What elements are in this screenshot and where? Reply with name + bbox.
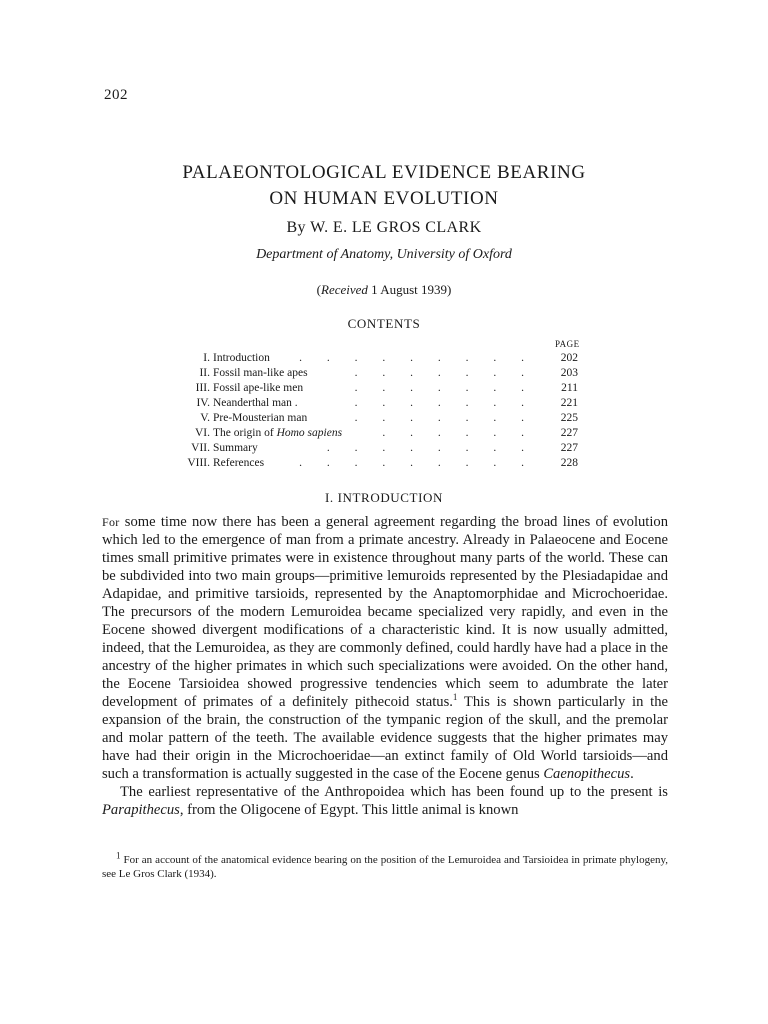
toc-row: VII. Summary . . . . . . . . 227	[191, 442, 578, 454]
article-title	[0, 160, 768, 212]
contents-heading: CONTENTS	[347, 316, 421, 331]
toc-row: I. Introduction . . . . . . . . . 202	[203, 352, 578, 364]
received-year: 1939	[421, 282, 447, 297]
received-date: (Received 1 August 1939)	[316, 282, 452, 297]
body-text	[102, 513, 668, 819]
contents-page-heading: PAGE	[555, 339, 580, 349]
author-name: W. E. LE GROS CLARK	[310, 219, 482, 236]
toc-row: V. Pre-Mousterian man . . . . . . . 225	[200, 412, 578, 424]
toc-row: III. Fossil ape-like men . . . . . . . 211	[195, 382, 578, 394]
toc-row: VI. The origin of Homo sapiens . . . . . . 227	[194, 427, 578, 439]
page-number: 202	[104, 87, 128, 103]
paragraph: The earliest representative of the Anthropoidea which has been found up to the present is Parapithecus, from the Oligocene of Egypt. This little animal is known	[102, 784, 668, 818]
received-label: Received	[321, 282, 368, 297]
section-heading: I. INTRODUCTION	[324, 490, 444, 505]
received-day: 1 August	[371, 282, 418, 297]
footnote-reference: 1	[452, 692, 458, 703]
byline-prefix: By	[286, 219, 306, 236]
paragraph: For some time now there has been a general agreement regarding the broad lines of evolution which led to the emergence of man from a primate ancestry. Already in Palaeocene and Eocene times small primitive primates were in existence throughout many parts of the world. These can be subdivided into two main groups—primitive lemuroids represented by the Plesiadapidae and Adapidae, and primitive tarsioids, represented by the Anaptomorphidae and Microchoeridae. The precursors of the modern Lemuroidea became specialized very rapidly, and even in the Eocene showed divergent modifications of a characteristic kind. It is now usually admitted, indeed, that the Lemuroidea, as they are commonly defined, could hardly have had a place in the ancestry of the higher primates in which such specializations were avoided. On the other hand, the Eocene Tarsioidea showed progressive tendencies which seem to adumbrate the later development of primates of a definitely pithecoid status.$^1$ This is shown particularly in the expansion of the brain, the construction of the tympanic region of the skull, and the premolar and molar pattern of the teeth. The available evidence suggests that the higher primates may have had their origin in the Microchoeridae—an extinct family of Old World tarsioids—and such a transformation is actually suggested in the case of the Eocene genus Caenopithecus.	[102, 514, 668, 782]
footnote: $^1$ For an account of the anatomical evidence bearing on the position of the Lemuroidea and Tarsioidea in primate phylogeny, see Le Gros Clark (1934).	[102, 850, 668, 880]
toc-row: IV. Neanderthal man . . . . . . . . 221	[196, 397, 578, 409]
affiliation: Department of Anatomy, University of Oxford	[256, 247, 512, 262]
title-line-1: PALAEONTOLOGICAL EVIDENCE BEARING	[182, 162, 586, 183]
toc-row: VIII. References . . . . . . . . . 228	[187, 457, 578, 469]
toc-row: II. Fossil man-like apes . . . . . . . 203	[199, 367, 578, 379]
title-line-2: ON HUMAN EVOLUTION	[269, 188, 499, 209]
byline	[0, 219, 768, 237]
footnote-mark: 1	[116, 850, 121, 861]
table-of-contents	[160, 351, 580, 471]
lead-word: For	[102, 515, 120, 529]
